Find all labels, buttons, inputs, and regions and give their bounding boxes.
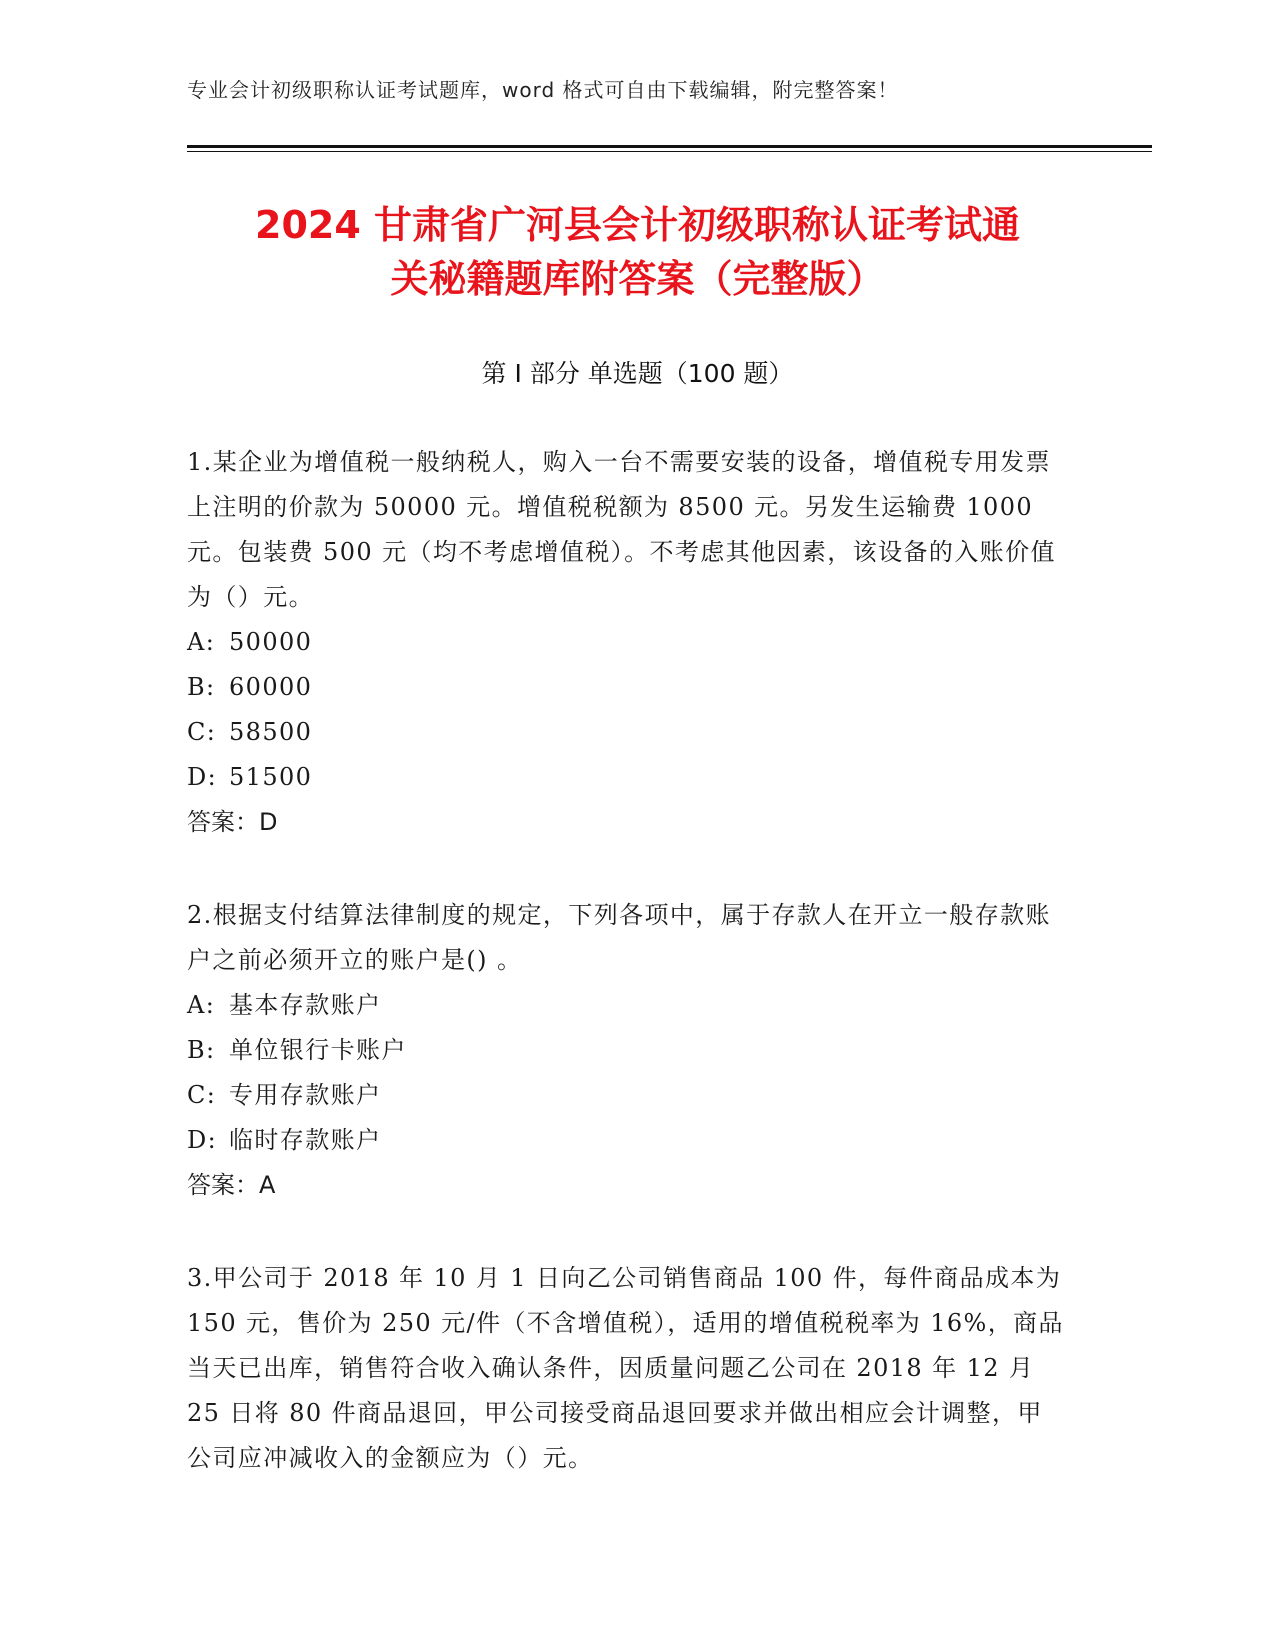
option-text: 58500 bbox=[229, 718, 313, 746]
question-3-text: 3.甲公司于 2018 年 10 月 1 日向乙公司销售商品 100 件，每件商品成本为 150 元，售价为 250 元/件（不含增值税），适用的增值税税率为 16%，商品当天已出库，销售符合收入确认条件，因质量问题乙公司在 2018 年 12 月 25 日将 80 件商品退回，甲公司接受商品退回要求并做出相应会计调整，甲公司应冲减收入的金额应为（）元。 bbox=[187, 1264, 1064, 1472]
title-line-1: 2024 甘肃省广河县会计初级职称认证考试通 bbox=[255, 203, 1020, 247]
option-label: B: bbox=[187, 1036, 216, 1064]
option-text: 临时存款账户 bbox=[229, 1126, 382, 1154]
title-line-2: 关秘籍题库附答案（完整版） bbox=[390, 257, 885, 301]
option-text: 51500 bbox=[229, 763, 313, 791]
option-text: 专用存款账户 bbox=[229, 1081, 382, 1109]
option-label: A: bbox=[187, 991, 216, 1019]
section-heading: 第 I 部分 单选题（100 题） bbox=[481, 359, 794, 388]
header-note: 专业会计初级职称认证考试题库，word 格式可自由下载编辑，附完整答案！ bbox=[187, 78, 899, 102]
option-label: C: bbox=[187, 718, 217, 746]
option-text: 单位银行卡账户 bbox=[229, 1036, 407, 1064]
question-1-text: 1.某企业为增值税一般纳税人，购入一台不需要安装的设备，增值税专用发票上注明的价款为 50000 元。增值税税额为 8500 元。另发生运输费 1000 元。包装费 500 元（均不考虑增值税）。不考虑其他因素，该设备的入账价值为（）元。 bbox=[187, 448, 1056, 611]
option-text: 基本存款账户 bbox=[229, 991, 382, 1019]
option-label: D: bbox=[187, 1126, 218, 1154]
question-1-answer: 答案：D bbox=[187, 808, 278, 836]
document-title bbox=[150, 198, 1125, 306]
question-2-option-a bbox=[187, 983, 1067, 1028]
question-1-option-d bbox=[187, 755, 1067, 800]
question-2-answer: 答案：A bbox=[187, 1171, 276, 1199]
question-2-option-d bbox=[187, 1118, 1067, 1163]
question-1 bbox=[187, 440, 1067, 845]
question-2 bbox=[187, 893, 1067, 1208]
option-label: C: bbox=[187, 1081, 217, 1109]
option-label: A: bbox=[187, 628, 216, 656]
question-2-text: 2.根据支付结算法律制度的规定，下列各项中，属于存款人在开立一般存款账户之前必须开立的账户是() 。 bbox=[187, 901, 1051, 974]
header-rule-thin bbox=[187, 151, 1152, 152]
question-2-option-b bbox=[187, 1028, 1067, 1073]
option-label: B: bbox=[187, 673, 216, 701]
question-2-option-c bbox=[187, 1073, 1067, 1118]
question-3 bbox=[187, 1256, 1067, 1481]
option-label: D: bbox=[187, 763, 218, 791]
option-text: 50000 bbox=[229, 628, 313, 656]
option-text: 60000 bbox=[229, 673, 313, 701]
question-1-option-c bbox=[187, 710, 1067, 755]
question-1-option-b bbox=[187, 665, 1067, 710]
header-rule-thick bbox=[187, 145, 1152, 148]
question-1-option-a bbox=[187, 620, 1067, 665]
